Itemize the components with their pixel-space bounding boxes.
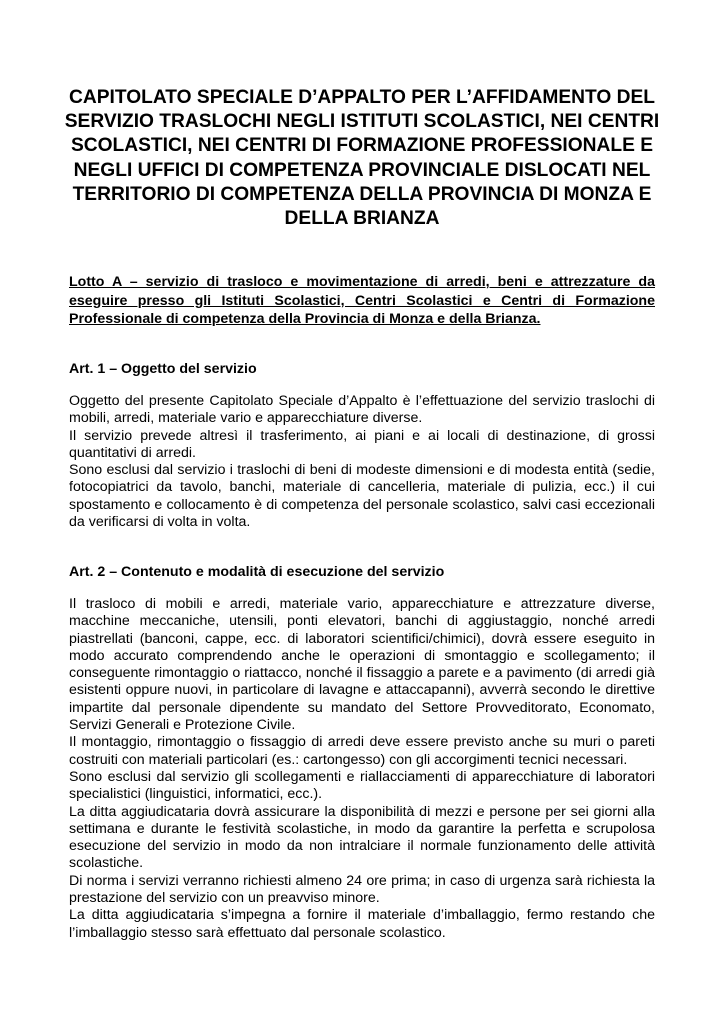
- article-1-paragraph: Sono esclusi dal servizio i traslochi di beni di modeste dimensioni e di modesta entità (sedie, fotocopiatrici da tavolo, banchi, materiale di cancelleria, materiale di pulizia, ecc.) il cui spostamento e collocamento è di competenza del personale scolastico, salvi casi eccezionali da verificarsi di volta in volta.: [69, 462, 655, 531]
- article-2-paragraph: Il trasloco di mobili e arredi, materiale vario, apparecchiature e attrezzature diverse, macchine meccaniche, utensili, ponti elevatori, banchi di aggiustaggio, nonché arredi piastrellati (banconi, cappe, ecc. di laboratori scientifici/chimici), dovrà essere eseguito in modo accurato comprendendo anche le operazioni di smontaggio e scollegamento; il conseguente rimontaggio o riattacco, nonché il fissaggio a parete e a pavimento (di arredi già esistenti oppure nuovi, in particolare di lavagne e attaccapanni), avverrà secondo le direttive impartite dal personale dipendente su mandato del Settore Provveditorato, Economato, Servizi Generali e Protezione Civile.: [69, 596, 655, 734]
- article-2-body: [69, 596, 655, 942]
- article-1-paragraph: Oggetto del presente Capitolato Speciale d’Appalto è l’effettuazione del servizio traslochi di mobili, arredi, materiale vario e apparecchiature diverse.: [69, 393, 655, 427]
- article-1-paragraph: Il servizio prevede altresì il trasferimento, ai piani e ai locali di destinazione, di grossi quantitativi di arredi.: [69, 427, 655, 461]
- article-2-paragraph: La ditta aggiudicataria dovrà assicurare la disponibilità di mezzi e persone per sei giorni alla settimana e durante le festività scolastiche, in modo da garantire la perfetta e scrupolosa esecuzione del servizio in modo da non intralciare il normale funzionamento delle attività scolastiche.: [69, 803, 655, 872]
- article-2-paragraph: Il montaggio, rimontaggio o fissaggio di arredi deve essere previsto anche su muri o pareti costruiti con materiali particolari (es.: cartongesso) con gli accorgimenti tecnici necessari.: [69, 734, 655, 768]
- article-2-paragraph: La ditta aggiudicataria s’impegna a fornire il materiale d’imballaggio, fermo restando che l’imballaggio stesso sarà effettuato dal personale scolastico.: [69, 907, 655, 941]
- article-2-paragraph: Di norma i servizi verranno richiesti almeno 24 ore prima; in caso di urgenza sarà richiesta la prestazione del servizio con un preavviso minore.: [69, 872, 655, 907]
- lot-description: Lotto A – servizio di trasloco e movimentazione di arredi, beni e attrezzature da eseguire presso gli Istituti Scolastici, Centri Scolastici e Centri di Formazione Professionale di competenza della Provincia di Monza e della Brianza.: [69, 274, 655, 327]
- article-1-heading: Art. 1 – Oggetto del servizio: [69, 361, 257, 377]
- article-2-paragraph: Sono esclusi dal servizio gli scollegamenti e riallacciamenti di apparecchiature di laboratori specialistici (linguistici, informatici, ecc.).: [69, 768, 655, 803]
- document-title: CAPITOLATO SPECIALE D’APPALTO PER L’AFFIDAMENTO DEL SERVIZIO TRASLOCHI NEGLI ISTITUTI SCOLASTICI, NEI CENTRI SCOLASTICI, NEI CENTRI DI FORMAZIONE PROFESSIONALE E NEGLI UFFICI DI COMPETENZA PROVINCIALE DISLOCATI NEL TERRITORIO DI COMPETENZA DELLA PROVINCIA DI MONZA E DELLA BRIANZA: [64, 87, 660, 230]
- article-1-body: [69, 393, 655, 531]
- article-2-heading: Art. 2 – Contenuto e modalità di esecuzione del servizio: [69, 564, 445, 580]
